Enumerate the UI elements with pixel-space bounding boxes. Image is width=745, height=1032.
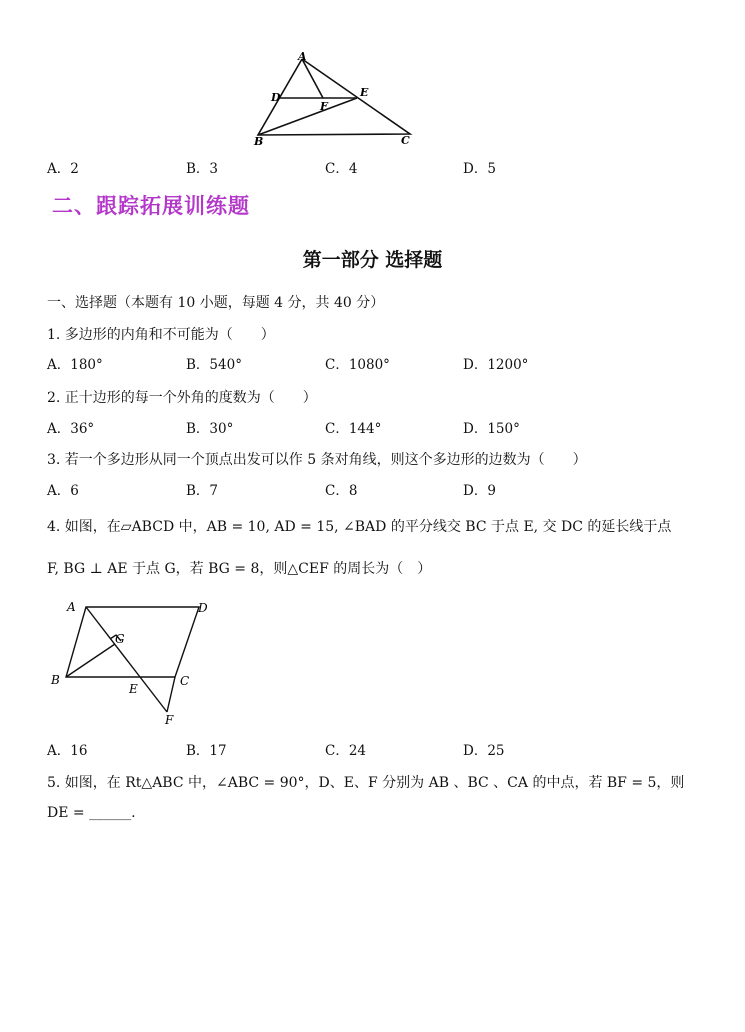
figure-triangle-dfe	[250, 48, 420, 150]
q2-option-b[interactable]: B．30°	[186, 421, 234, 437]
q2-option-c[interactable]: C．144°	[325, 421, 382, 437]
question-2-text: 2. 正十边形的每一个外角的度数为（ ）	[47, 390, 317, 406]
question-1-text: 1. 多边形的内角和不可能为（ ）	[47, 327, 275, 343]
vertex-label-f: F	[320, 100, 328, 113]
prev-option-c[interactable]: C．4	[325, 161, 358, 177]
question-4-line-2: F, BG ⊥ AE 于点 G，若 BG = 8，则△CEF 的周长为（ ）	[47, 561, 432, 577]
vertex-label-d: D	[271, 91, 281, 104]
q4-option-b[interactable]: B．17	[186, 743, 227, 759]
question-4-line-1: 4. 如图，在▱ABCD 中，AB = 10, AD = 15, ∠BAD 的平分线交 BC 于点 E, 交 DC 的延长线于点	[47, 519, 672, 535]
vertex-label-a: A	[67, 600, 76, 614]
question-3-text: 3. 若一个多边形从同一个顶点出发可以作 5 条对角线，则这个多边形的边数为（ ）	[47, 452, 587, 468]
vertex-label-f: F	[165, 713, 174, 727]
q3-option-b[interactable]: B．7	[186, 483, 219, 499]
vertex-label-e: E	[360, 86, 369, 99]
part-title: 第一部分 选择题	[302, 249, 443, 271]
q1-option-d[interactable]: D．1200°	[463, 357, 529, 373]
prev-option-b[interactable]: B．3	[186, 161, 219, 177]
prev-option-a[interactable]: A．2	[47, 161, 79, 177]
question-5-line-1: 5. 如图，在 Rt△ABC 中，∠ABC = 90°，D、E、F 分别为 AB 、BC 、CA 的中点，若 BF = 5，则	[47, 775, 685, 791]
q1-option-a[interactable]: A．180°	[47, 357, 103, 373]
vertex-label-c: C	[401, 134, 410, 147]
q2-option-a[interactable]: A．36°	[47, 421, 95, 437]
section-intro: 一、选择题（本题有 10 小题，每题 4 分，共 40 分）	[47, 295, 385, 311]
vertex-label-d: D	[198, 601, 208, 615]
figure-parallelogram-abcd	[45, 595, 220, 730]
prev-option-d[interactable]: D．5	[463, 161, 496, 177]
q3-option-a[interactable]: A．6	[47, 483, 79, 499]
vertex-label-a: A	[298, 50, 307, 63]
q4-option-c[interactable]: C．24	[325, 743, 367, 759]
vertex-label-b: B	[51, 673, 60, 687]
vertex-label-b: B	[254, 135, 264, 148]
q3-option-d[interactable]: D．9	[463, 483, 496, 499]
vertex-label-g: G	[115, 632, 125, 646]
q4-option-d[interactable]: D．25	[463, 743, 505, 759]
vertex-label-e: E	[129, 682, 138, 696]
q1-option-c[interactable]: C．1080°	[325, 357, 390, 373]
q3-option-c[interactable]: C．8	[325, 483, 358, 499]
q2-option-d[interactable]: D．150°	[463, 421, 520, 437]
q1-option-b[interactable]: B．540°	[186, 357, 242, 373]
q4-option-a[interactable]: A．16	[47, 743, 88, 759]
question-5-line-2[interactable]: DE = ______.	[47, 805, 136, 821]
section-title: 二、跟踪拓展训练题	[52, 194, 250, 218]
vertex-label-c: C	[180, 674, 190, 688]
